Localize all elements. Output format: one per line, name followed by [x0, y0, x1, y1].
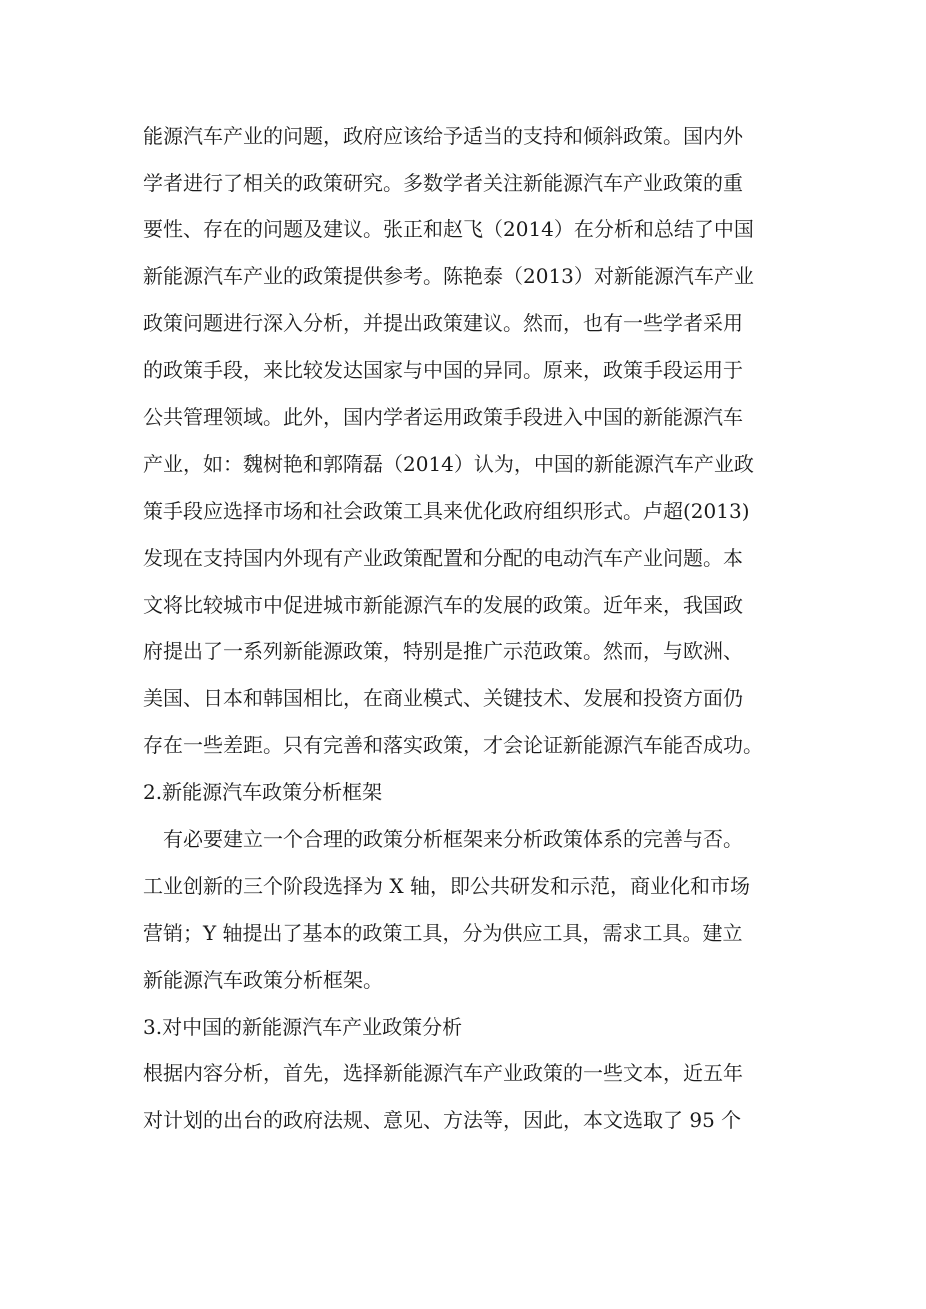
paragraph-line: 产业，如：魏树艳和郭隋磊（2014）认为，中国的新能源汽车产业政: [143, 452, 754, 476]
paragraph-line: 要性、存在的问题及建议。张正和赵飞（2014）在分析和总结了中国: [143, 217, 754, 241]
paragraph-line: 存在一些差距。只有完善和落实政策，才会论证新能源汽车能否成功。: [143, 733, 763, 757]
paragraph-line: 工业创新的三个阶段选择为 X 轴，即公共研发和示范，商业化和市场: [143, 874, 750, 898]
paragraph-line: 美国、日本和韩国相比，在商业模式、关键技术、发展和投资方面仍: [143, 686, 743, 710]
section-heading-3: 3.对中国的新能源汽车产业政策分析: [143, 1015, 463, 1039]
paragraph-line: 能源汽车产业的问题，政府应该给予适当的支持和倾斜政策。国内外: [143, 124, 743, 148]
paragraph-line: 策手段应选择市场和社会政策工具来优化政府组织形式。卢超(2013): [143, 499, 750, 523]
paragraph-line: 对计划的出台的政府法规、意见、方法等，因此，本文选取了 95 个: [143, 1108, 742, 1132]
paragraph-line: 发现在支持国内外现有产业政策配置和分配的电动汽车产业问题。本: [143, 546, 743, 570]
paragraph-line: 文将比较城市中促进城市新能源汽车的发展的政策。近年来，我国政: [143, 593, 743, 617]
paragraph-line: 根据内容分析，首先，选择新能源汽车产业政策的一些文本，近五年: [143, 1061, 743, 1085]
paragraph-line: 公共管理领域。此外，国内学者运用政策手段进入中国的新能源汽车: [143, 405, 743, 429]
paragraph-line: 营销；Y 轴提出了基本的政策工具，分为供应工具，需求工具。建立: [143, 921, 743, 945]
paragraph-line: 学者进行了相关的政策研究。多数学者关注新能源汽车产业政策的重: [143, 171, 743, 195]
paragraph-line: 的政策手段，来比较发达国家与中国的异同。原来，政策手段运用于: [143, 358, 743, 382]
paragraph-line: 新能源汽车政策分析框架。: [143, 968, 383, 992]
paragraph-line: 府提出了一系列新能源政策，特别是推广示范政策。然而，与欧洲、: [143, 639, 743, 663]
paragraph-line: 政策问题进行深入分析，并提出政策建议。然而，也有一些学者采用: [143, 311, 743, 335]
paragraph-line: 新能源汽车产业的政策提供参考。陈艳泰（2013）对新能源汽车产业: [143, 264, 754, 288]
paragraph-line: 有必要建立一个合理的政策分析框架来分析政策体系的完善与否。: [163, 827, 743, 851]
section-heading-2: 2.新能源汽车政策分析框架: [143, 780, 383, 804]
